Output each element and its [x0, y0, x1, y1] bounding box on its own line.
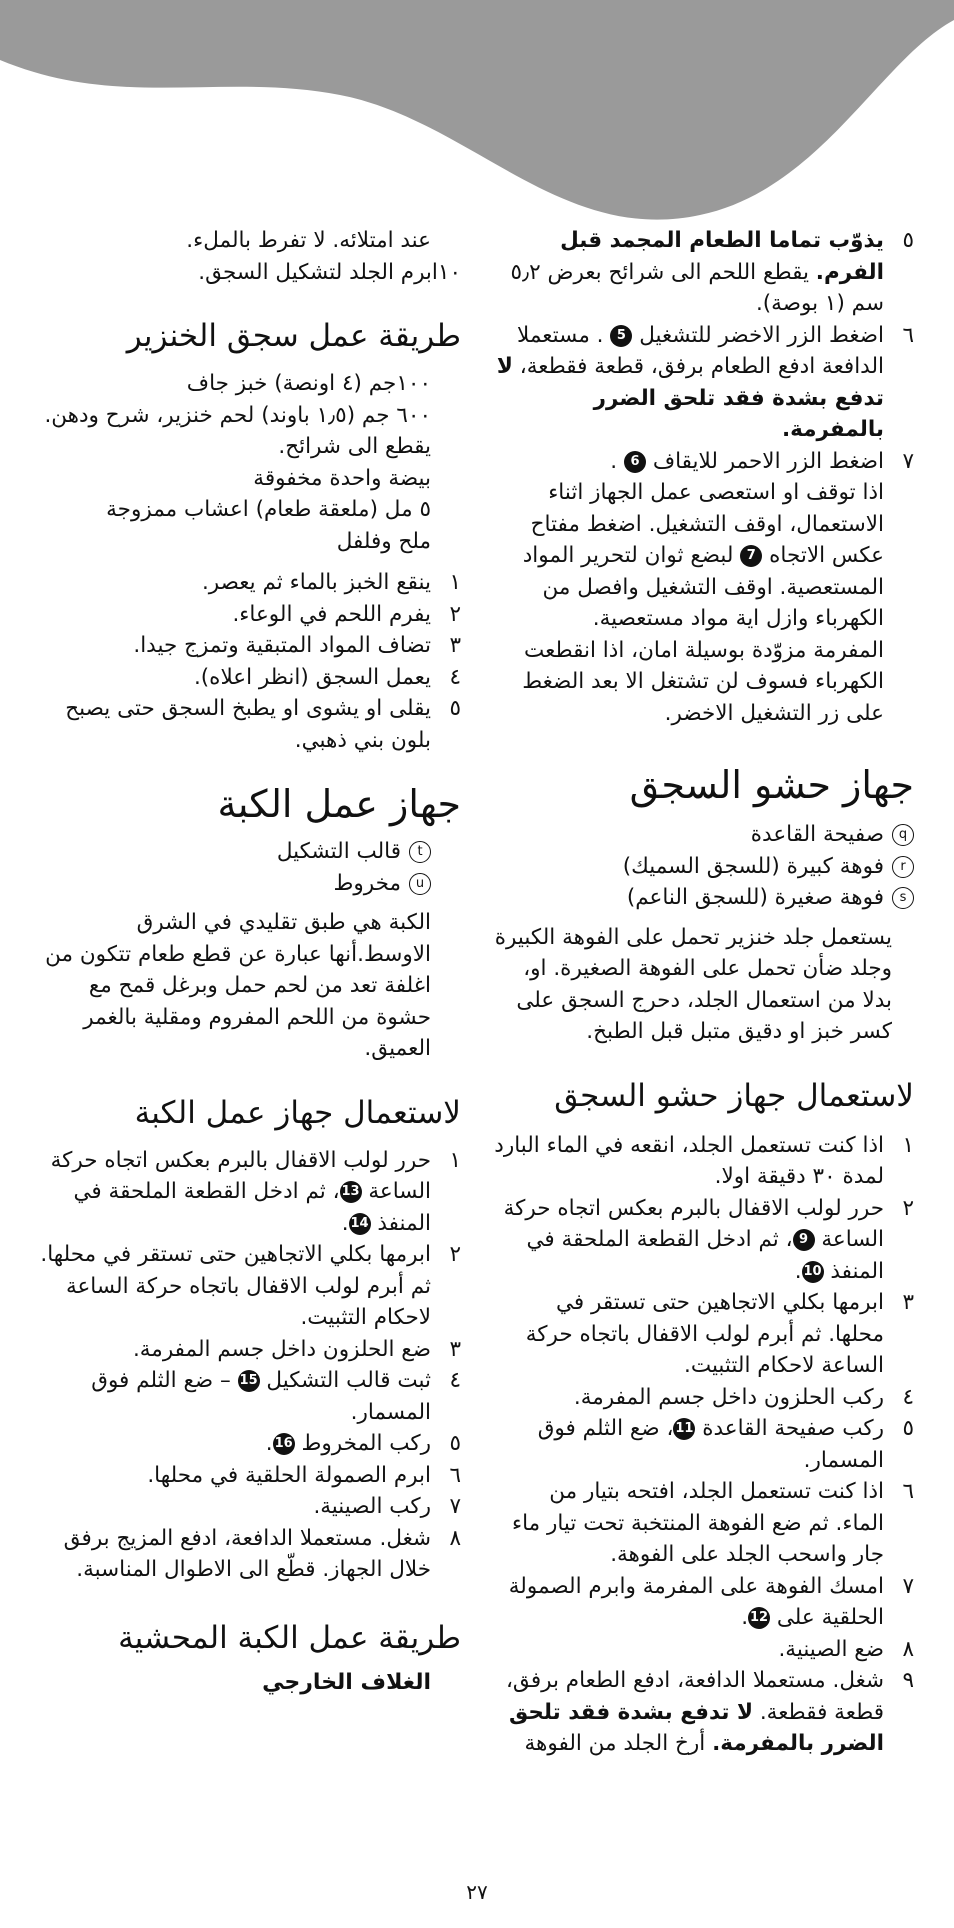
figure-ref-badge: 9 — [793, 1229, 815, 1251]
heading-sausage-stuffer: جهاز حشو السجق — [629, 763, 914, 807]
figure-ref-badge: 12 — [748, 1607, 770, 1629]
step-text: تضاف المواد المتبقية وتمزج جيدا. — [133, 633, 431, 658]
step-text: يقلى او يشوى او يطبخ السجق حتى يصبح بلون بني ذهبي. — [65, 696, 431, 753]
step-number: ٨ — [449, 1525, 461, 1551]
step-number: ٩ — [902, 1668, 914, 1693]
step-number: ٨ — [902, 1636, 914, 1662]
ingredient: ٥ مل (ملعقة طعام) اعشاب ممزوجة — [106, 497, 431, 522]
step-text: ، ضع الثلم فوق المسمار. — [537, 1416, 884, 1473]
step-text: يفرم اللحم في الوعاء. — [232, 601, 431, 627]
header-wave-shape — [0, 0, 954, 220]
page-number: ٢٧ — [466, 1880, 488, 1904]
part-item — [494, 882, 914, 914]
list-item — [31, 662, 461, 694]
step-number: ٥ — [902, 228, 914, 253]
step-text: أرخ الجلد من الفوهة — [524, 1731, 706, 1756]
list-item — [31, 567, 461, 599]
list-item — [31, 1491, 461, 1523]
pork-steps — [31, 567, 461, 756]
stuffer-parts-list — [494, 819, 914, 914]
kibbe-paragraph: الكبة هي طبق تقليدي في الشرق الاوسط.أنها عبارة عن قطع طعام تتكون من اغلفة تعد من لحم حمل وبرغل قمح مع حشوة من اللحم المفروم ومقلية بالغمر العميق. — [45, 910, 431, 1061]
step-number: ١ — [902, 1132, 914, 1158]
part-letter: u — [409, 873, 431, 895]
list-item — [494, 1571, 914, 1634]
list-item — [31, 630, 461, 662]
step-5 — [494, 225, 914, 320]
step-5-bold: يذوّب تماما الطعام المجمد قبل الفرم. — [560, 228, 884, 285]
step-number: ٦ — [902, 322, 914, 348]
step-text: . — [341, 1210, 349, 1236]
part-item — [31, 836, 431, 868]
figure-ref-badge: 10 — [802, 1261, 824, 1283]
step-number: ١ — [449, 1147, 461, 1173]
step-6-text: اضغط الزر الاخضر للتشغيل — [639, 322, 884, 348]
continued-line: عند امتلائه. لا تفرط بالملء. — [186, 228, 431, 253]
step-text: شغل. مستعملا الدافعة، ادفع الطعام برفق، قطعة فقطعة. — [505, 1668, 884, 1725]
figure-ref-badge: 16 — [273, 1433, 295, 1455]
step-text: ينقع الخبز بالماء ثم يعصر. — [201, 570, 431, 595]
part-label: صفيحة القاعدة — [750, 822, 884, 847]
ingredient: ملح وفلفل — [336, 528, 431, 554]
step-7-para-2: لبضع ثوان لتحرير المواد المستعصية. اوقف التشغيل وافصل من الكهرباء وازل اية مواد مستعصية. — [522, 543, 884, 631]
step-text: ركب المخروط — [301, 1431, 431, 1456]
figure-ref-badge: 6 — [624, 451, 646, 473]
step-warning: لا تدفع بشدة فقد تلحق الضرر بالمفرمة. — [509, 1699, 884, 1756]
list-item — [494, 1193, 914, 1288]
right-column — [494, 225, 914, 1760]
ingredient: ١٠٠جم (٤ اونصة) خبز جاف — [186, 371, 431, 396]
figure-ref-badge: 14 — [349, 1213, 371, 1235]
list-item — [494, 1130, 914, 1193]
figure-ref-badge: 15 — [238, 1370, 260, 1392]
ingredients-list — [31, 368, 461, 557]
step-7-text: اضغط الزر الاحمر للايقاف — [652, 448, 884, 474]
list-item — [31, 1523, 461, 1586]
step-text: – ضع الثلم فوق المسمار. — [91, 1368, 431, 1425]
part-item — [31, 868, 431, 900]
heading-use-kibbe: لاستعمال جهاز عمل الكبة — [134, 1094, 461, 1131]
list-item — [494, 1287, 914, 1382]
list-item — [31, 1239, 461, 1334]
step-text: حرر لولب الاقفال بالبرم بعكس اتجاه حركة الساعة — [503, 1195, 884, 1252]
heading-pork-sausage: طريقة عمل سجق الخنزير — [126, 318, 461, 354]
list-item — [31, 693, 461, 756]
step-text: ابرم الصمولة الحلقية في محلها. — [147, 1462, 431, 1488]
step-text: ضع الحلزون داخل جسم المفرمة. — [132, 1336, 431, 1362]
step-number: ٦ — [902, 1479, 914, 1504]
part-item — [494, 851, 914, 883]
step-text: . — [741, 1605, 749, 1630]
step-number: ٣ — [449, 1336, 461, 1362]
step-text: ، ثم ادخل القطعة الملحقة في المنفذ — [73, 1179, 431, 1236]
part-letter: r — [892, 856, 914, 878]
step-text: ابرمها بكلي الاتجاهين حتى تستقر في محلها. ثم أبرم لولب الاقفال باتجاه حركة الساعة لاحكام التثبيت. — [525, 1290, 884, 1378]
step-text: . — [265, 1431, 273, 1456]
part-label: مخروط — [333, 870, 401, 896]
list-item — [31, 1145, 461, 1240]
step-text: شغل. مستعملا الدافعة، ادفع المزيج برفق خلال الجهاز. قطّع الى الاطوال المناسبة. — [63, 1525, 431, 1582]
step-number: ١ — [449, 570, 461, 595]
step-text: اذا كنت تستعمل الجلد، افتحه بتيار من الماء. ثم ضع الفوهة المنتخبة تحت تيار ماء جار واسحب الجلد على الفوهة. — [511, 1479, 884, 1567]
part-label: فوهة كبيرة (للسجق السميك) — [622, 853, 884, 879]
part-letter: t — [409, 841, 431, 863]
list-item — [31, 599, 461, 631]
list-item — [494, 1634, 914, 1666]
step-7 — [494, 446, 914, 730]
part-letter: s — [892, 887, 914, 909]
step-6-warning: لا تدفع بشدة فقد تلحق الضرر بالمفرمة. — [496, 354, 884, 442]
step-number: ٤ — [449, 664, 461, 690]
step-number: ٧ — [902, 1573, 914, 1599]
stuffer-steps — [494, 1130, 914, 1760]
step-number: ٧ — [449, 1494, 461, 1519]
step-number: ٥ — [449, 696, 461, 721]
part-label: فوهة صغيرة (للسجق الناعم) — [626, 885, 884, 910]
step-text: ركب الحلزون داخل جسم المفرمة. — [573, 1384, 884, 1410]
step-text: ركب صفيحة القاعدة — [702, 1416, 884, 1441]
step-text: اذا كنت تستعمل الجلد، انقعه في الماء البارد لمدة ٣٠ دقيقة اولا. — [494, 1132, 884, 1189]
step-text: ضع الصينية. — [778, 1636, 884, 1662]
step-text: . — [794, 1258, 802, 1284]
step-7-safety: المفرمة مزوّدة بوسيلة امان، اذا انقطعت الكهرباء فسوف لن تشتغل الا بعد الضغط على زر التشغيل الاخضر. — [522, 637, 884, 726]
heading-kibbe-maker: جهاز عمل الكبة — [217, 782, 461, 826]
heading-stuffed-kibbe: طريقة عمل الكبة المحشية — [118, 1619, 461, 1656]
step-text: ركب الصينية. — [313, 1494, 431, 1519]
step-number: ٥ — [449, 1431, 461, 1456]
list-item — [31, 1428, 461, 1460]
step-number: ٤ — [449, 1368, 461, 1393]
ingredient: بيضة واحدة مخفوقة — [253, 465, 431, 491]
figure-ref-badge: 7 — [740, 545, 762, 567]
step-text: يعمل السجق (انظر اعلاه). — [193, 664, 431, 690]
step-number: ٢ — [902, 1195, 914, 1221]
left-column — [31, 225, 461, 1695]
figure-ref-badge: 13 — [340, 1181, 362, 1203]
step-text: ثبت قالب التشكيل — [266, 1368, 431, 1393]
step-number: ٧ — [902, 448, 914, 474]
kibbe-parts-list — [31, 836, 461, 899]
step-number: ٢ — [449, 1242, 461, 1267]
step-text: امسك الفوهة على المفرمة وابرم الصمولة الحلقية على — [508, 1573, 884, 1630]
ingredient: ٦٠٠ جم (١٫٥ باوند) لحم خنزير، شرح ودهن. يقطع الى شرائح. — [44, 402, 431, 459]
list-item — [494, 1413, 914, 1476]
stuffer-paragraph: يستعمل جلد خنزير تحمل على الفوهة الكبيرة وجلد ضأن تحمل على الفوهة الصغيرة. او، بدلا من استعمال الجلد، دحرج السجق على كسر خبز او دقيق متبل قبل الطبخ. — [494, 924, 892, 1044]
list-item — [494, 1665, 914, 1760]
step-5-text: يقطع اللحم الى شرائح بعرض ٥٫٢ سم (١ بوصة). — [510, 259, 884, 316]
step-number: ٣ — [449, 633, 461, 658]
heading-outer-shell: الغلاف الخارجي — [262, 1669, 431, 1695]
step-text: حرر لولب الاقفال بالبرم بعكس اتجاه حركة الساعة — [50, 1147, 431, 1204]
list-item — [494, 1476, 914, 1571]
step-number: ٥ — [902, 1416, 914, 1441]
list-item — [31, 1334, 461, 1366]
figure-ref-badge: 11 — [673, 1418, 695, 1440]
step-7-dot: . — [610, 448, 618, 474]
kibbe-steps — [31, 1145, 461, 1586]
step-10: ١٠ابرم الجلد لتشكيل السجق. — [198, 259, 461, 285]
part-letter: q — [892, 824, 914, 846]
step-6 — [494, 320, 914, 446]
list-item — [31, 1460, 461, 1492]
step-text: ، ثم ادخل القطعة الملحقة في المنفذ — [526, 1227, 884, 1284]
part-label: قالب التشكيل — [276, 839, 401, 864]
step-number: ٦ — [449, 1462, 461, 1488]
list-item — [494, 1382, 914, 1414]
step-number: ٢ — [449, 601, 461, 627]
figure-ref-badge: 5 — [610, 325, 632, 347]
part-item — [494, 819, 914, 851]
step-text: ابرمها بكلي الاتجاهين حتى تستقر في محلها. ثم أبرم لولب الاقفال باتجاه حركة الساعة لاحكام التثبيت. — [40, 1242, 431, 1330]
step-number: ٤ — [902, 1384, 914, 1410]
step-number: ٣ — [902, 1290, 914, 1315]
heading-use-stuffer: لاستعمال جهاز حشو السجق — [554, 1077, 914, 1114]
list-item — [31, 1365, 461, 1428]
step-6-text-2: . مستعملا الدافعة ادفع الطعام برفق، قطعة فقطعة، — [517, 322, 884, 379]
step-7-para: اذا توقف او استعصى عمل الجهاز اثناء الاستعمال، اوقف التشغيل. اضغط مفتاح عكس الاتجاه — [530, 480, 884, 568]
